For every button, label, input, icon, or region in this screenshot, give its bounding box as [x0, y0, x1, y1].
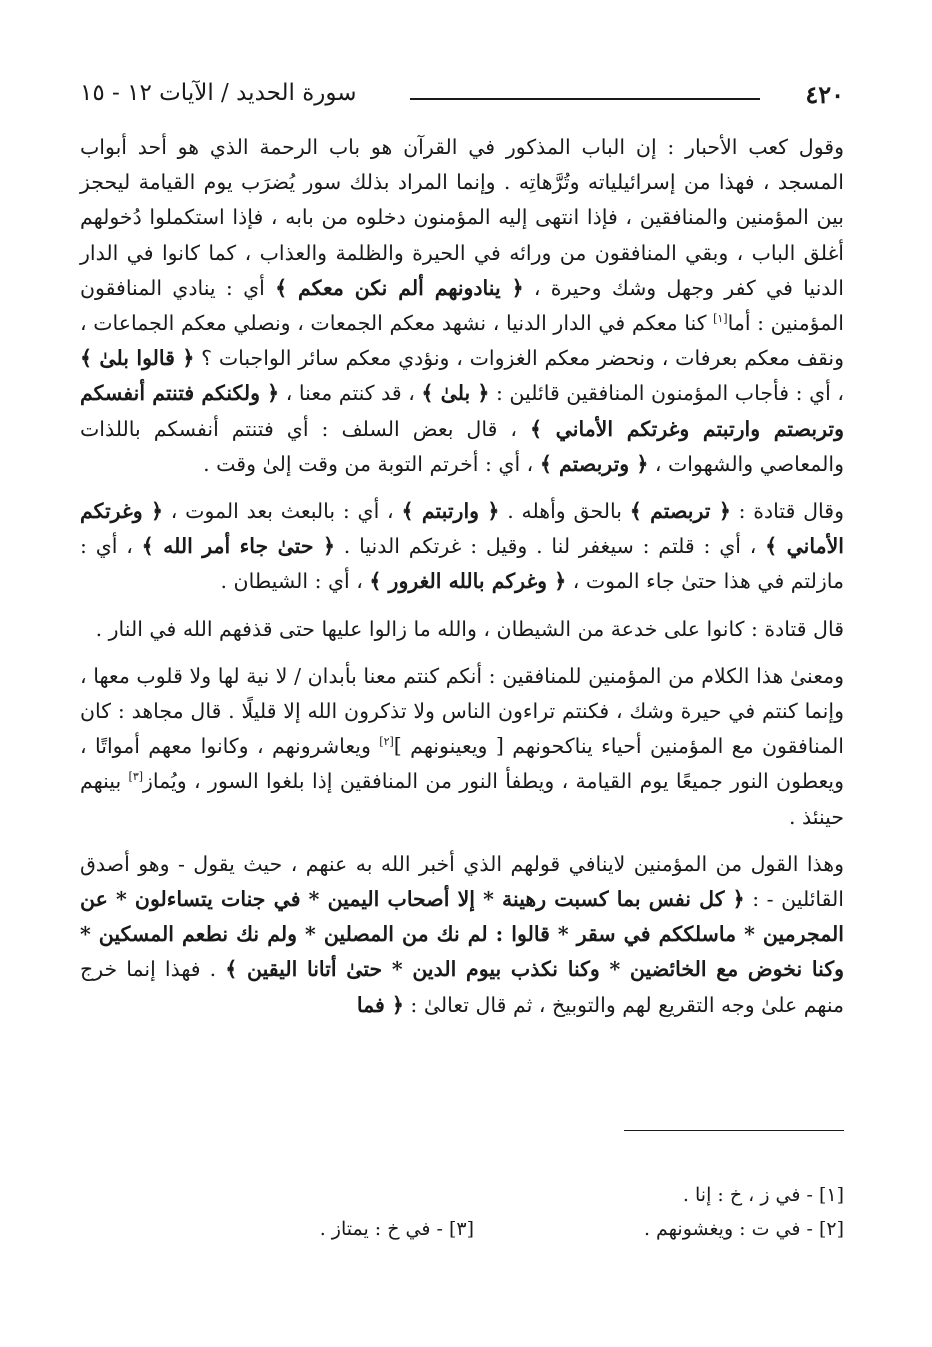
footnotes — [80, 1178, 844, 1246]
quran-quote: ﴿ ولكنكم فتنتم أنفسكم وتربصتم وارتبتم وغرتكم الأماني ﴾ — [80, 381, 845, 441]
footnote-row — [80, 1178, 844, 1212]
footnote-marker: [٢] — [379, 735, 394, 749]
book-page — [80, 78, 844, 1278]
running-title: سورة الحديد / الآيات ١٢ - ١٥ — [80, 80, 357, 106]
text-segment: وقال قتادة : — [730, 499, 844, 524]
text-segment: ، أي : الشيطان . — [220, 569, 370, 594]
quran-quote: ﴿ حتىٰ جاء أمر الله ﴾ — [141, 534, 335, 559]
quran-quote: ﴿ ينادونهم ألم نكن معكم ﴾ — [275, 275, 524, 300]
footnote-marker: [١] — [713, 312, 728, 326]
text-segment: ، قال بعض السلف : أي فتنتم أنفسكم باللذات والمعاصي والشهوات ، — [80, 416, 844, 476]
page-body — [80, 130, 844, 1035]
text-segment: ، أي : مازلتم في هذا حتىٰ جاء الموت ، — [80, 534, 844, 594]
text-segment: أي : ينادي المنافقون المؤمنين : أما — [80, 275, 844, 336]
body-paragraph — [80, 130, 844, 482]
text-segment: وقول كعب الأحبار : إن الباب المذكور في القرآن هو باب الرحمة الذي هو أحد أبواب المسجد ، فهذا من إسرائيلياته وتُرَّهاتِه . وإنما المراد بذلك سور يُضرَب يوم القيامة ليحجز بين المؤمنين والمنافقين ، فإذا انتهى إليه المؤمنون دخلوه من بابه ، فإذا استكملوا دُخولهم أغلق الباب ، وبقي المنافقون من ورائه في الحيرة والظلمة والعذاب ، كما كانوا في الدار الدنيا في كفر وجهل وشك وحيرة ، — [80, 135, 844, 300]
footnote-3: [٣] - في خ : يمتاز . — [319, 1218, 474, 1240]
page-header — [80, 78, 844, 114]
quran-quote: ﴿ وغركم بالله الغرور ﴾ — [369, 569, 567, 594]
text-segment: . فهذا إنما خرج منهم علىٰ وجه التقريع لهم والتوبيخ ، ثم قال تعالىٰ : — [80, 957, 844, 1017]
body-paragraph — [80, 847, 844, 1023]
text-segment: ، أي : أخرتم التوبة من وقت إلىٰ وقت . — [203, 451, 540, 476]
page-number: ٤٢٠ — [805, 80, 844, 109]
body-paragraph — [80, 612, 844, 647]
footnote-2: [٢] - في ت : ويغشونهم . — [643, 1218, 844, 1240]
text-segment: ، أي : قلتم : سيغفر لنا . وقيل : غرتكم الدنيا . — [334, 534, 766, 559]
footnote-1: [١] - في ز ، خ : إنا . — [682, 1184, 844, 1206]
text-segment: ، قد كنتم معنا ، — [279, 381, 422, 406]
text-segment: وهذا القول من المؤمنين لاينافي قولهم الذي أخبر الله به عنهم ، حيث يقول - وهو أصدق القائلين - : — [80, 851, 844, 912]
text-segment: بينهم حينئذ . — [80, 769, 844, 829]
text-segment: قال قتادة : كانوا على خدعة من الشيطان ، والله ما زالوا عليها حتى قذفهم الله في النار . — [95, 616, 844, 641]
footnote-marker: [٣] — [128, 770, 144, 784]
quran-quote: ﴿ تربصتم ﴾ — [629, 499, 731, 524]
header-rule — [410, 98, 760, 100]
quran-quote: ﴿ فما — [356, 992, 404, 1017]
quran-quote: ﴿ وغرتكم الأماني ﴾ — [80, 499, 845, 559]
text-segment: ، أي : بالبعث بعد الموت ، — [163, 499, 402, 524]
text-segment: بالحق وأهله . — [499, 499, 630, 524]
body-paragraph — [80, 659, 844, 835]
text-segment: ، أي : فأجاب المؤمنون المنافقين قائلين : — [489, 381, 844, 406]
quran-quote: ﴿ بلىٰ ﴾ — [421, 381, 490, 406]
quran-quote: ﴿ وتربصتم ﴾ — [539, 451, 649, 476]
text-segment: كنا معكم في الدار الدنيا ، نشهد معكم الجمعات ، ونصلي معكم الجماعات ، ونقف معكم بعرفات ، ونحضر معكم الغزوات ، ونؤدي معكم سائر الواجبات ؟ — [80, 311, 844, 371]
footnote-row — [80, 1212, 844, 1246]
text-segment: ويعاشرونهم ، وكانوا معهم أمواتًا ، ويعطون النور جميعًا يوم القيامة ، ويطفأ النور من المنافقين إذا بلغوا السور ، ويُماز — [80, 734, 845, 794]
quran-quote: ﴿ كل نفس بما كسبت رهينة * إلا أصحاب اليمين * في جنات يتساءلون * عن المجرمين * ماسلككم في سقر * قالوا : لم نك من المصلين * ولم نك نطعم المسكين * وكنا نخوض مع الخائضين * وكنا نكذب بيوم الدين * حتىٰ أتانا اليقين ﴾ — [80, 887, 844, 982]
body-paragraph — [80, 494, 844, 600]
quran-quote: ﴿ وارتبتم ﴾ — [401, 499, 500, 524]
footnote-separator — [624, 1130, 844, 1131]
quran-quote: ﴿ قالوا بلىٰ ﴾ — [80, 346, 195, 371]
text-segment: ومعنىٰ هذا الكلام من المؤمنين للمنافقين : أنكم كنتم معنا بأبدان / لا نية لها ولا قلوب معها ، وإنما كنتم في حيرة وشك ، فكنتم تراءون الناس ولا تذكرون الله إلا قليلًا . قال مجاهد : كان المنافقون مع المؤمنين أحياء يناكحونهم [ ويعينونهم ] — [80, 663, 845, 759]
